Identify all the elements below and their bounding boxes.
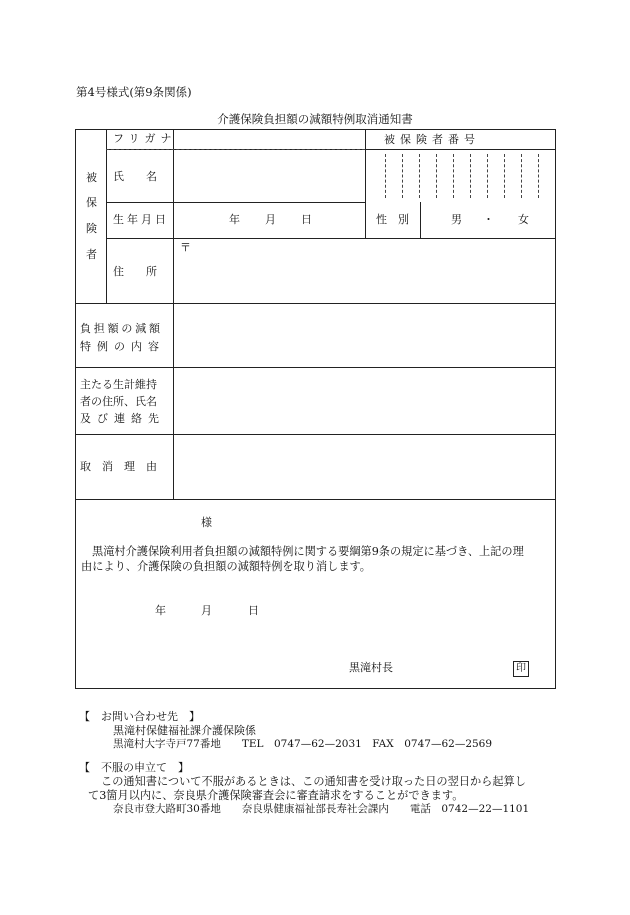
dob-month-label: 月 — [265, 213, 276, 226]
addressee-honorific: 様 — [201, 516, 212, 529]
issuer-name: 黒滝村長 — [349, 661, 393, 674]
notice-date-day: 日 — [248, 604, 259, 617]
inquiry-contact: 黒滝村大字寺戸77番地 TEL 0747—62—2031 FAX 0747—62—2569 — [113, 738, 493, 750]
reduction-section-divider — [75, 367, 556, 368]
address-label: 住 所 — [113, 265, 157, 278]
insured-group-char-1: 被 — [86, 171, 97, 184]
furigana-dashed-line — [106, 149, 365, 150]
insured-number-label: 被保険者番号 — [384, 133, 480, 146]
supporter-section-divider — [75, 434, 556, 435]
appeal-contact: 奈良市登大路町30番地 奈良県健康福祉部長寿社会課内 電話 0742—22—1101 — [113, 803, 530, 815]
appeal-heading: 【 不服の申立て 】 — [79, 761, 189, 774]
dob-day-label: 日 — [301, 213, 312, 226]
name-row-divider — [106, 202, 365, 203]
notice-date-month: 月 — [201, 604, 212, 617]
insured-group-char-2: 保 — [86, 196, 97, 209]
gender-male-option[interactable]: 男 — [451, 213, 462, 226]
reduction-label-line1: 負担額の減額 — [80, 322, 163, 335]
page-title: 介護保険負担額の減額特例取消通知書 — [217, 112, 413, 126]
notice-body-line1: 黒滝村介護保険利用者負担額の減額特例に関する要綱第9条の規定に基づき、上記の理 — [92, 545, 524, 558]
insured-group-divider — [106, 129, 107, 303]
insured-group-char-3: 険 — [86, 222, 97, 235]
supporter-label-line1: 主たる生計維持 — [80, 378, 157, 391]
reduction-label-line2: 特例の内容 — [80, 340, 165, 353]
gender-female-option[interactable]: 女 — [518, 213, 529, 226]
reason-section-divider — [75, 499, 556, 500]
appeal-text-line1: この通知書について不服があるときは、この通知書を受け取った日の翌日から起算し — [101, 775, 526, 788]
postal-mark: 〒 — [180, 241, 191, 254]
seal-icon: 印 — [513, 661, 529, 677]
inquiry-heading: 【 お問い合わせ先 】 — [79, 710, 200, 723]
insured-group-char-4: 者 — [86, 248, 97, 261]
supporter-label-line3: 及び連絡先 — [80, 412, 165, 425]
inquiry-office: 黒滝村保健福祉課介護保険係 — [113, 724, 256, 737]
notice-body-line2: 由により、介護保険の負担額の減額特例を取り消します。 — [81, 560, 371, 573]
gender-separator: ・ — [483, 213, 494, 226]
insured-section-divider — [75, 303, 556, 304]
supporter-label-line2: 者の住所、氏名 — [80, 395, 157, 408]
form-number: 第4号様式(第9条関係) — [76, 85, 192, 99]
notice-date-year: 年 — [155, 604, 166, 617]
cancel-reason-label: 取 消 理 由 — [80, 460, 157, 473]
appeal-text-line2: て3箇月以内に、奈良県介護保険審査会に審査請求をすることができます。 — [88, 789, 464, 802]
dob-year-label: 年 — [229, 213, 240, 226]
furigana-label: フリガナ — [113, 132, 177, 145]
dob-label: 生年月日 — [113, 213, 169, 226]
label-column-divider — [173, 129, 174, 499]
gender-label: 性 別 — [376, 213, 409, 226]
gender-column-divider — [420, 202, 421, 238]
name-label: 氏 名 — [113, 170, 157, 183]
number-column-divider — [365, 129, 366, 238]
